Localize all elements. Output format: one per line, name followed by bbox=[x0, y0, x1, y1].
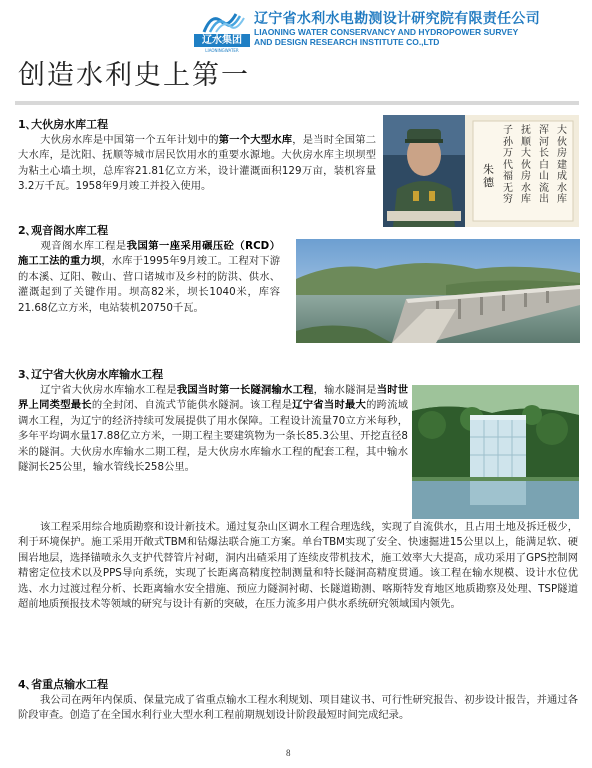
section-3-text-1: 辽宁省大伙房水库输水工程是我国当时第一长隧洞输水工程，输水隧洞是当时世界上同类型最长的全封闭、自流式节能供水隧洞。该工程是辽宁省当时最大的跨流域调水工程，为辽宁的经济持续可发展提供了用水保障。工程设计流量70立方米每秒，多年平均调水量17.88亿立方米，一期工程主要建筑物为一条长85.3公里、开挖直径8米的隧洞。大伙房水库输水二期工程，是大伙房水库输水工程的配套工程，其中输水隧洞长25公里，输水管线长258公里。 bbox=[18, 384, 409, 474]
section-4-heading: 4､省重点输水工程 bbox=[18, 678, 109, 691]
title-divider bbox=[15, 101, 579, 105]
logo-text: 辽水集团 bbox=[194, 34, 250, 47]
section-3-heading: 3､辽宁省大伙房水库输水工程 bbox=[18, 368, 164, 381]
section-1-text: 大伙房水库是中国第一个五年计划中的第一个大型水库，是当时全国第二大水库，是沈阳、抚顺等城市居民饮用水的重要水源地。大伙房水库主坝坝型为粘土心墙土坝，总库容21.81亿立方米，设计灌溉面积129万亩，装机容量3.2万千瓦。1958年9月竣工并投入使用。 bbox=[18, 134, 376, 193]
company-name-cn: 辽宁省水利水电勘测设计研究院有限责任公司 bbox=[254, 11, 540, 27]
calligraphy-col-2: 浑河长白山流出 bbox=[539, 125, 549, 205]
company-logo-icon bbox=[198, 10, 246, 34]
calligraphy-col-3: 抚顺大伙房水库 bbox=[521, 125, 531, 205]
calligraphy-col-4: 子孙万代福无穷 bbox=[503, 125, 513, 205]
section-1-photo bbox=[383, 115, 579, 227]
logo-subtext: LIAONINGWATER bbox=[205, 48, 239, 53]
page-title: 创造水利史上第一 bbox=[18, 60, 250, 91]
page-number: 8 bbox=[286, 748, 291, 758]
section-4-text: 我公司在两年内保质、保量完成了省重点输水工程水利规划、项目建议书、可行性研究报告、初步设计报告，并通过各阶段审查。创造了在全国水利行业大型水利工程前期规划设计阶段最短时间完成纪录。 bbox=[18, 694, 578, 722]
dam-photo bbox=[296, 239, 580, 343]
section-3-text-2: 该工程采用综合地质勘察和设计新技术。通过复杂山区调水工程合理选线，实现了自流供水，且占用土地及拆迁极少，利于环境保护。施工采用开敞式TBM和钻爆法联合施工方案。单台TBM实现了安全、快速掘进15公里以上，能满足软、硬围岩地层，选择锚喷永久支护代替管片衬砌，洞内出碴采用了连续皮带机技术，施工效率大大提高，成功采用了GPS控制网精密定位技术以及PPS导向系统，实现了长距离高精度控制测量和特长隧洞高精度贯通。该工程在输水规模、设计水位优选、水力过渡过程分析、长距离输水安全措施、预应力隧洞衬砌、长隧道勘测、喀斯特发育地区地质勘察及处理、TSP隧道超前地质预报技术等领域的研究与设计有新的突破，在压力流多用户供水系统研究领域国内领先。 bbox=[18, 521, 578, 611]
section-2-text: 观音阁水库工程是我国第一座采用碾压砼（RCD）施工工法的重力坝，水库于1995年9月竣工。工程对下游的本溪、辽阳、鞍山、营口诸城市及乡村的防洪、供水、灌溉起到了关键作用。坝高82米，坝长1040米，库容21.68亿立方米，电站装机20750千瓦。 bbox=[18, 240, 281, 314]
company-name-en-line2: AND DESIGN RESEARCH INSTITUTE CO.,LTD bbox=[254, 37, 440, 47]
intake-tower-photo bbox=[412, 385, 579, 519]
section-2-dam-photo bbox=[296, 239, 580, 343]
calligraphy-col-1: 大伙房建成水库 bbox=[557, 125, 567, 205]
section-2-heading: 2､观音阁水库工程 bbox=[18, 224, 109, 237]
section-1-heading: 1､大伙房水库工程 bbox=[18, 118, 109, 131]
calligraphy-signature: 朱德 bbox=[483, 163, 494, 189]
section-3-intake-photo bbox=[412, 385, 579, 519]
company-name-en-line1: LIAONING WATER CONSERVANCY AND HYDROPOWER SURVEY bbox=[254, 27, 519, 37]
